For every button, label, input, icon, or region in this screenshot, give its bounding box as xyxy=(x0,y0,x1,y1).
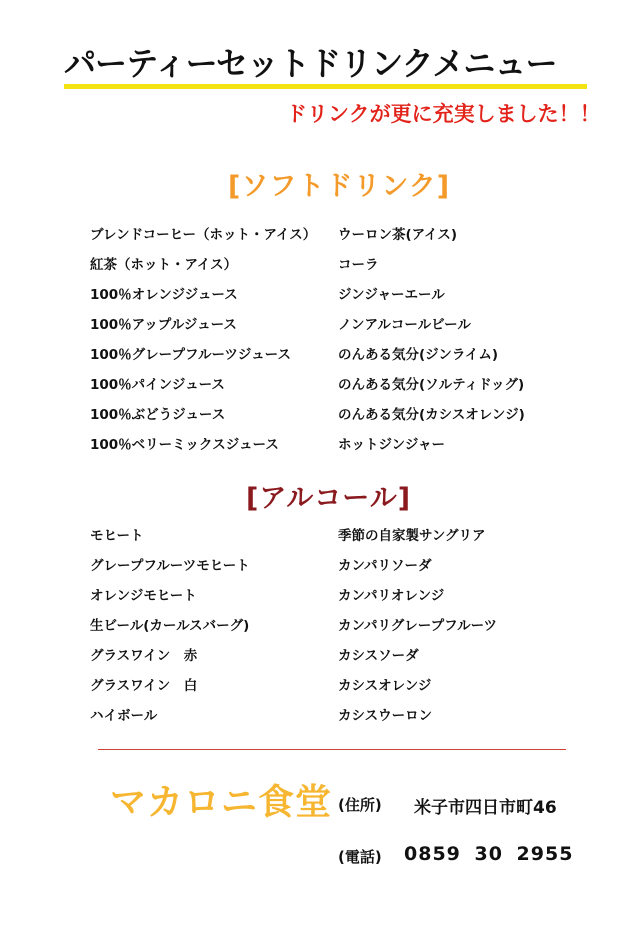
menu-item: ハイボール xyxy=(90,708,158,724)
menu-item: 紅茶（ホット・アイス） xyxy=(90,257,238,273)
alcohol-list-left xyxy=(90,521,250,731)
menu-item: カンパリグレープフルーツ xyxy=(338,618,498,634)
menu-item: のんある気分(ソルティドッグ) xyxy=(338,377,525,393)
menu-item: オレンジモヒート xyxy=(90,588,197,604)
alcohol-list-right xyxy=(338,521,497,731)
menu-item: グラスワイン 赤 xyxy=(90,648,198,664)
menu-item: コーラ xyxy=(338,257,379,273)
soft-drink-list-right xyxy=(338,220,525,460)
shop-name: マカロニ食堂 xyxy=(110,782,333,823)
menu-item: 100％オレンジジュース xyxy=(90,287,238,303)
menu-item: 生ビール(カールスバーグ) xyxy=(90,618,250,634)
menu-title: パーティーセットドリンクメニュー xyxy=(64,44,557,83)
menu-item: モヒート xyxy=(90,528,144,544)
menu-item: 100％グレープフルーツジュース xyxy=(90,347,291,363)
menu-item: 100％ベリーミックスジュース xyxy=(90,437,279,453)
menu-item: ジンジャーエール xyxy=(338,287,445,303)
menu-item: 100％パインジュース xyxy=(90,377,225,393)
menu-item: 季節の自家製サングリア xyxy=(338,528,486,544)
menu-item: ホットジンジャー xyxy=(338,437,446,453)
soft-drink-heading: [ソフトドリンク] xyxy=(228,171,451,202)
menu-subtitle: ドリンクが更に充実しました！！ xyxy=(286,102,601,126)
menu-item: グレープフルーツモヒート xyxy=(90,558,250,574)
phone-value: 0859 30 2955 xyxy=(404,843,574,865)
menu-item: ブレンドコーヒー（ホット・アイス） xyxy=(90,227,317,243)
menu-item: カシスソーダ xyxy=(338,648,419,664)
alcohol-heading: [アルコール] xyxy=(246,483,412,514)
menu-item: カンパリオレンジ xyxy=(338,588,445,604)
menu-item: ウーロン茶(アイス) xyxy=(338,227,457,243)
soft-drink-list-left xyxy=(90,220,316,460)
phone-label: (電話) xyxy=(338,848,382,866)
menu-item: 100％アップルジュース xyxy=(90,317,237,333)
footer-divider xyxy=(98,749,566,750)
menu-item: 100％ぶどうジュース xyxy=(90,407,226,423)
menu-item: グラスワイン 白 xyxy=(90,678,198,694)
menu-item: のんある気分(ジンライム) xyxy=(338,347,499,363)
title-underline xyxy=(64,84,587,89)
address-label: (住所) xyxy=(338,796,382,814)
menu-item: のんある気分(カシスオレンジ) xyxy=(338,407,525,423)
menu-item: ノンアルコールビール xyxy=(338,317,471,333)
address-value: 米子市四日市町46 xyxy=(414,798,557,818)
menu-item: カンパリソーダ xyxy=(338,558,432,574)
menu-item: カシスオレンジ xyxy=(338,678,432,694)
menu-item: カシスウーロン xyxy=(338,708,433,724)
